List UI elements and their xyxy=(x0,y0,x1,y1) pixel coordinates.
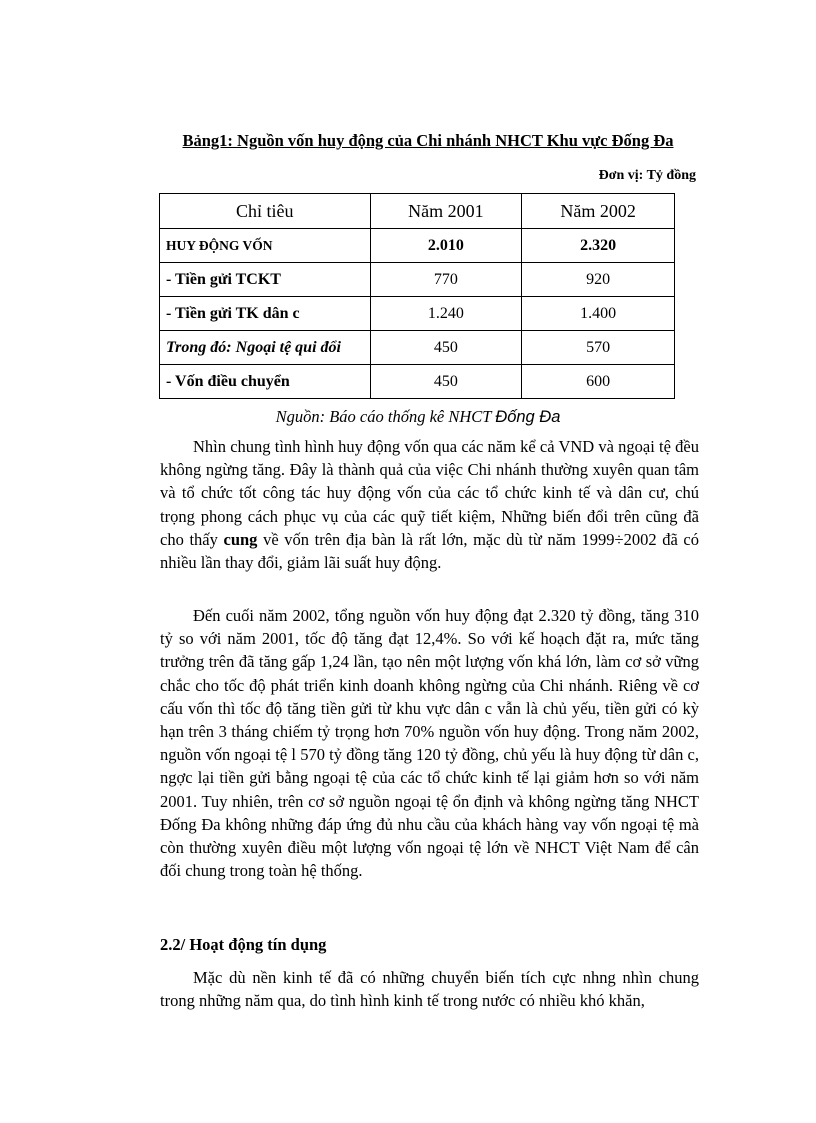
paragraph-3 xyxy=(160,966,699,1012)
section-heading: 2.2/ Hoạt động tín dụng xyxy=(160,935,327,954)
unit-note: Đơn vị: Tỷ đồng xyxy=(598,168,696,183)
row-value-2002: 600 xyxy=(522,365,675,399)
paragraph-1-bold: cung xyxy=(223,529,258,549)
header-cell-2002: Năm 2002 xyxy=(522,194,675,229)
row-label: HUY ĐỘNG VỐN xyxy=(160,229,371,263)
table-header-row xyxy=(160,194,675,229)
row-value-2002: 2.320 xyxy=(522,229,675,263)
row-value-2001: 1.240 xyxy=(370,297,522,331)
row-label: - Vốn điều chuyển xyxy=(160,365,371,399)
row-value-2002: 920 xyxy=(522,263,675,297)
table-row xyxy=(160,229,675,263)
table-row xyxy=(160,365,675,399)
table-row xyxy=(160,331,675,365)
row-value-2001: 770 xyxy=(370,263,522,297)
table-source-note xyxy=(160,407,676,427)
paragraph-1-text-b: về vốn trên địa bàn là rất lớn, mặc dù từ năm 1999÷2002 đã có nhiều lần thay đổi, giảm lãi suất huy động. xyxy=(160,529,699,573)
paragraph-1-text-a: Nhìn chung tình hình huy động vốn qua các năm kể cả VND và ngoại tệ đều không ngừng tăng. Đây là thành quả của việc Chi nhánh thường xuyên quan tâm và tổ chức tốt công tác huy động vốn của các tổ chức kinh tế và dân cư, chú trọng phong cách phục vụ của các quỹ tiết kiệm, Những biến đổi trên cũng đã cho thấy xyxy=(160,437,699,549)
paragraph-2 xyxy=(160,604,699,882)
row-value-2002: 570 xyxy=(522,331,675,365)
row-value-2001: 450 xyxy=(370,365,522,399)
table-row xyxy=(160,297,675,331)
row-value-2002: 1.400 xyxy=(522,297,675,331)
header-cell-indicator: Chỉ tiêu xyxy=(160,194,371,229)
row-label: Trong đó: Ngoại tệ qui đổi xyxy=(160,331,371,365)
source-place: Đống Đa xyxy=(495,408,561,426)
row-value-2001: 450 xyxy=(370,331,522,365)
paragraph-2-text: Đến cuối năm 2002, tổng nguồn vốn huy động đạt 2.320 tỷ đồng, tăng 310 tỷ so với năm 2001, tốc độ tăng đạt 12,4%. So với kế hoạch đặt ra, mức tăng trưởng trên đã tăng gấp 1,24 lần, tạo nên một lượng vốn khá lớn, làm cơ sở vững chắc cho tốc độ phát triển kinh doanh không ngừng của Chi nhánh. Riêng về cơ cấu vốn thì tốc độ tăng tiền gửi từ khu vực dân c vẫn là chủ yếu, tiền gửi có kỳ hạn trên 3 tháng chiếm tỷ trọng hơn 70% nguồn vốn huy động. Trong năm 2002, nguồn vốn ngoại tệ l 570 tỷ đồng tăng 120 tỷ đồng, chủ yếu là huy động từ dân c, ngợc lại tiền gửi bằng ngoại tệ của các tổ chức kinh tế lại giảm hơn so với năm 2001. Tuy nhiên, trên cơ sở nguồn ngoại tệ ổn định và không ngừng tăng NHCT Đống Đa không những đáp ứng đủ nhu cầu của khách hàng vay vốn ngoại tệ mà còn thường xuyên điều một lượng vốn ngoại tệ lớn về NHCT Việt Nam để cân đối chung trong toàn hệ thống. xyxy=(160,606,699,881)
paragraph-1 xyxy=(160,435,699,574)
table-row xyxy=(160,263,675,297)
capital-table xyxy=(159,193,675,399)
paragraph-3-text: Mặc dù nền kinh tế đã có những chuyển biến tích cực nhng nhìn chung trong những năm qua, do tình hình kinh tế trong nước có nhiều khó khăn, xyxy=(160,968,699,1011)
row-label: - Tiền gửi TK dân c xyxy=(160,297,371,331)
row-value-2001: 2.010 xyxy=(370,229,522,263)
source-prefix: Nguồn: Báo cáo thống kê NHCT xyxy=(275,407,496,426)
table-title: Bảng1: Nguồn vốn huy động của Chi nhánh NHCT Khu vực Đống Đa xyxy=(182,131,674,150)
row-label: - Tiền gửi TCKT xyxy=(160,263,371,297)
header-cell-2001: Năm 2001 xyxy=(370,194,522,229)
